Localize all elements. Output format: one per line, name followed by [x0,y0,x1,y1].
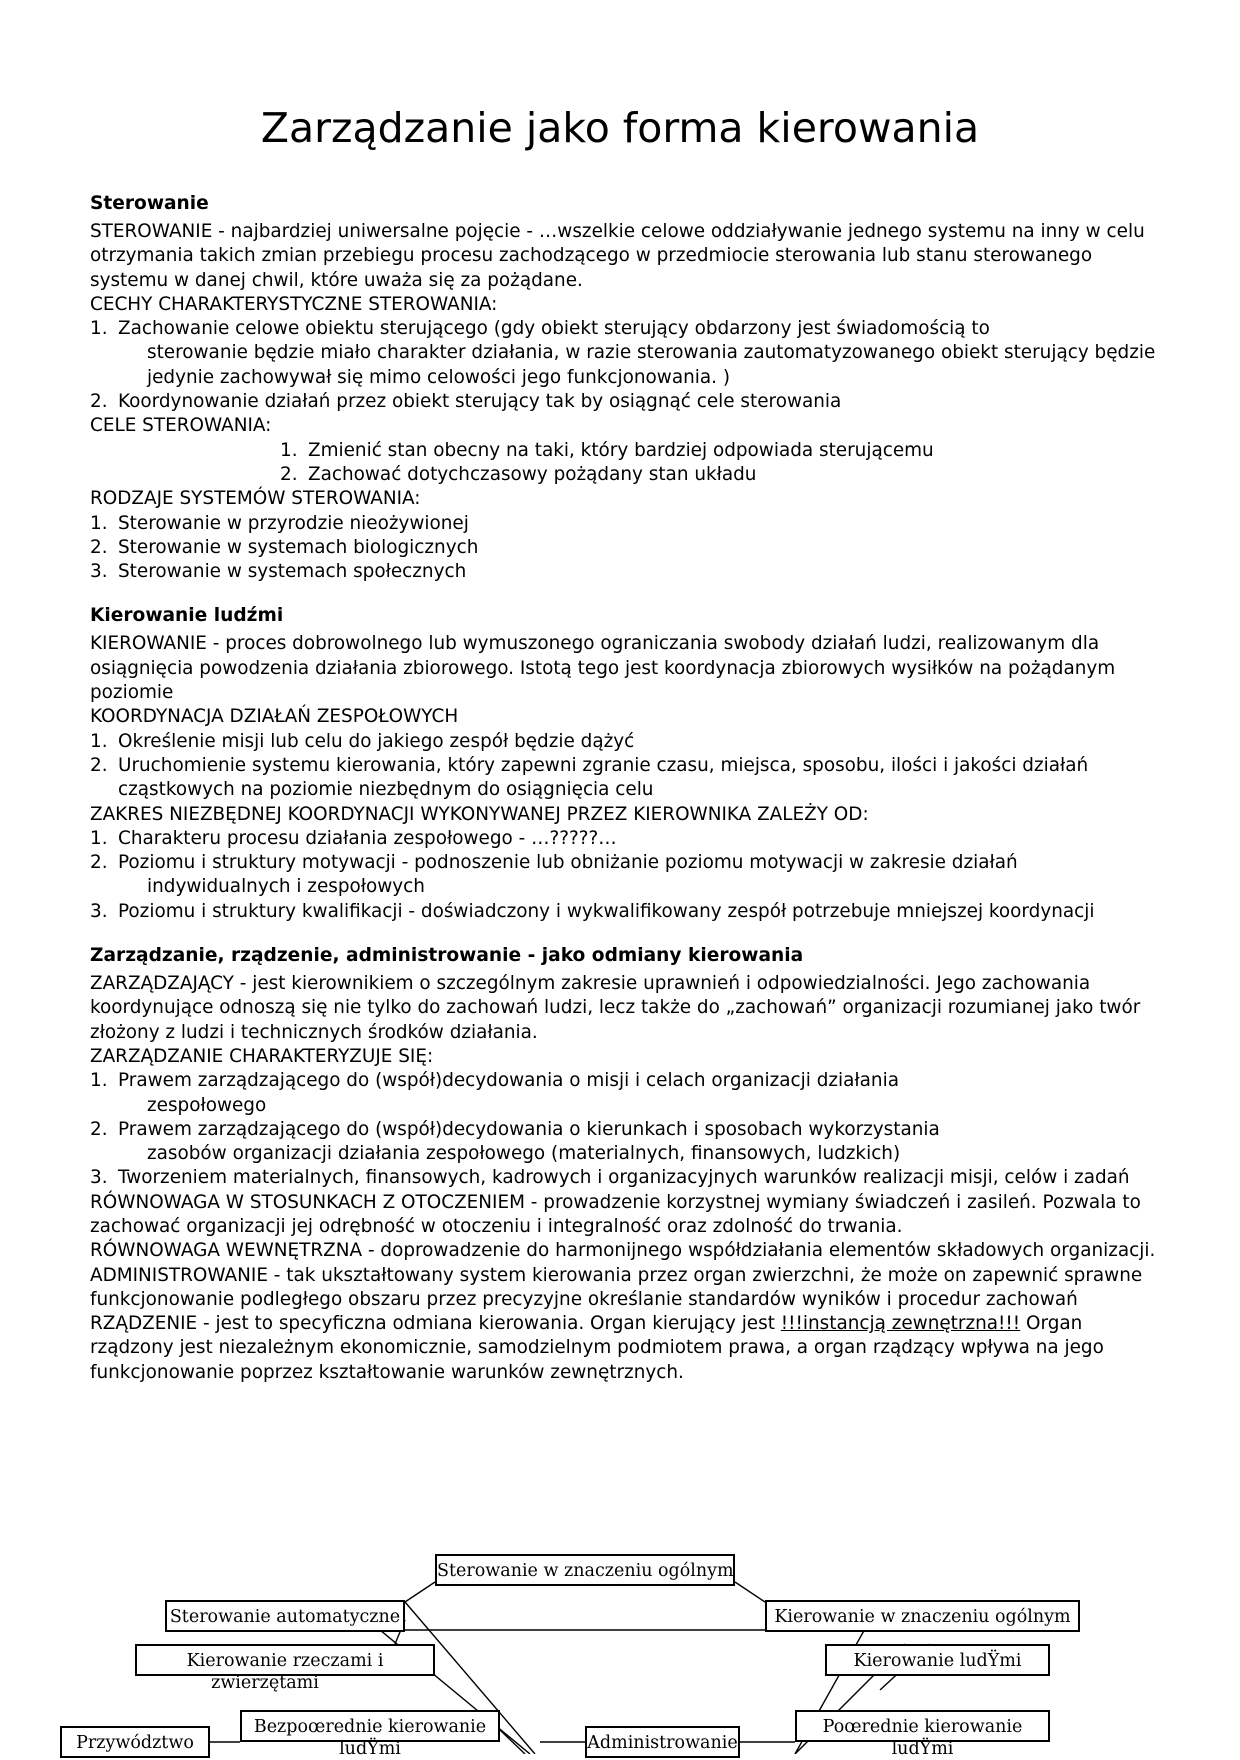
list-number: 3. [90,900,108,922]
box-sterowanie-ogolne [435,1554,735,1586]
connector-line [500,1730,525,1754]
list-number: 3. [90,1167,108,1189]
list-text: Sterowanie w systemach biologicznych [118,536,479,558]
list-number: 3. [90,561,108,583]
list-number: 1. [90,318,108,340]
section-heading-zarzadzanie: Zarządzanie, rządzenie, administrowanie - jako odmiany kierowania [90,945,804,967]
list-item [90,512,1160,536]
box-kierowanie-rzeczami [135,1644,435,1693]
list-item [280,463,1160,487]
box-sterowanie-automatyczne [165,1600,405,1632]
box-label: Sterowanie w znaczeniu ogólnym [437,1561,734,1581]
box-posrednie-kierowanie [795,1710,1050,1759]
list-item [280,439,1160,463]
cele-label: CELE STEROWANIA: [90,415,272,437]
rodzaje-list [90,512,1160,585]
list-text: Sterowanie w systemach społecznych [118,561,467,583]
list-number: 2. [280,463,298,485]
list-number: 2. [90,754,108,776]
list-item [90,390,1160,414]
list-item [90,851,1160,900]
rodzaje-label: RODZAJE SYSTEMÓW STEROWANIA: [90,488,421,510]
list-text: Sterowanie w przyrodzie nieożywionej [118,512,469,534]
list-item [90,754,1160,803]
list-text: Tworzeniem materialnych, finansowych, kadrowych i organizacyjnych warunków realizacji misji, celów i zadań [118,1167,1130,1189]
list-number: 1. [90,1070,108,1092]
zakres-list [90,827,1160,924]
box-label: Przywództwo [76,1733,194,1753]
list-text: Poziomu i struktury motywacji - podnoszenie lub obniżanie poziomu motywacji w zakresie działań [118,852,1018,874]
rzadzenie-text-b: Organ rządzony jest niezależnym ekonomicznie, samodzielnym podmiotem prawa, a organ rządzący wpływa na jego funkcjonowanie poprzez kształtowanie warunków zewnętrznych. [90,1313,1104,1383]
page-title: Zarządzanie jako forma kierowania [260,104,980,152]
list-text: Prawem zarządzającego do (współ)decydowania o kierunkach i sposobach wykorzystania [118,1118,940,1140]
rownowaga-zewnetrzna: RÓWNOWAGA W STOSUNKACH Z OTOCZENIEM - prowadzenie korzystnej wymiany świadczeń i zasileń. Pozwala to zachować organizacji jej odrębność w otoczeniu i integralność oraz zdolność do trwania. [90,1191,1141,1237]
hierarchy-diagram [0,1540,1240,1759]
box-label: Poœrednie kierowanie [822,1717,1023,1737]
cechy-list [90,317,1160,414]
list-text: Zachować dotychczasowy pożądany stan układu [308,463,757,485]
cechy-label: CECHY CHARAKTERYSTYCZNE STEROWANIA: [90,293,498,315]
box-label: Bezpoœrednie kierowanie [253,1717,487,1737]
list-text: Koordynowanie działań przez obiekt sterujący tak by osiągnąć cele sterowania [118,391,842,413]
list-item [90,317,1160,390]
list-number: 2. [90,536,108,558]
koordynacja-label: KOORDYNACJA DZIAŁAŃ ZESPOŁOWYCH [90,706,459,728]
zakres-label: ZAKRES NIEZBĘDNEJ KOORDYNACJI WYKONYWANEJ PRZEZ KIEROWNIKA ZALEŻY OD: [90,803,869,825]
zarzadzajacy-definition: ZARZĄDZAJĄCY - jest kierownikiem o szczególnym zakresie uprawnień i odpowiedzialności. Jego zachowania koordynujące odnoszą się nie tylko do zachowań ludzi, lecz także do „zachowań” organizacji rozumianej jako twór złożony z ludzi i technicznych środków działania. [90,973,1141,1043]
list-number: 1. [90,730,108,752]
box-label: Administrowanie [587,1733,738,1753]
rownowaga-wewnetrzna: RÓWNOWAGA WEWNĘTRZNA - doprowadzenie do harmonijnego współdziałania elementów składowych organizacji. [90,1240,1156,1262]
section-heading-sterowanie: Sterowanie [90,193,209,214]
connector-line [735,1582,765,1602]
rzadzenie-text-a: RZĄDZENIE - jest to specyficzna odmiana kierowania. Organ kierujący jest [90,1313,781,1335]
list-text-continued: sterowanie będzie miało charakter działania, w razie sterowania zautomatyzowanego obiekt sterujący będzie jedynie zachowywał się mimo celowości jego funkcjonowania. ) [147,342,1156,388]
list-number: 1. [280,439,298,461]
list-text-continued: indywidualnych i zespołowych [147,876,425,898]
list-text: Zachowanie celowe obiektu sterującego (gdy obiekt sterujący obdarzony jest świadomością to [118,318,990,340]
box-bezposrednie-kierowanie [240,1710,500,1759]
list-item [90,560,1160,584]
list-text: Prawem zarządzającego do (współ)decydowania o misji i celach organizacji działania [118,1070,899,1092]
kierowanie-definition: KIEROWANIE - proces dobrowolnego lub wymuszonego ograniczania swobody działań ludzi, realizowanym dla osiągnięcia powodzenia działania zbiorowego. Istotą tego jest koordynacja zbiorowych wysiłków na pożądanym poziomie [90,633,1116,704]
list-text: Zmienić stan obecny na taki, który bardziej odpowiada sterującemu [308,439,934,461]
box-label: Sterowanie automatyczne [169,1607,401,1627]
list-item [90,827,1160,851]
list-number: 2. [90,852,108,874]
list-number: 1. [90,512,108,534]
list-item [90,730,1160,754]
box-kierowanie-ogolne [765,1600,1080,1632]
section-heading-kierowanie: Kierowanie ludźmi [90,605,284,627]
box-label-continued: ludŸmi [339,1739,401,1759]
charakterystyka-list [90,1069,1160,1190]
document-body [90,192,1160,1385]
box-kierowanie-ludzmi [825,1644,1050,1676]
rzadzenie-definition [90,1312,1160,1385]
administrowanie-definition: ADMINISTROWANIE - tak ukształtowany system kierowania przez organ zwierzchni, że może on zapewnić sprawne funkcjonowanie podległego obszaru przez precyzyjne określanie standardów wyników i procedur zachowań [90,1264,1143,1310]
box-label-continued: zwierzętami [211,1673,319,1693]
list-item [90,1069,1160,1118]
koordynacja-list [90,730,1160,803]
connector-line [405,1582,435,1602]
box-label: Kierowanie ludŸmi [853,1651,1022,1671]
list-item [90,1166,1160,1190]
list-item [90,1118,1160,1167]
list-item [90,900,1160,924]
list-item [90,536,1160,560]
rzadzenie-emphasis: !!!instancją zewnętrzna!!! [780,1313,1021,1335]
box-label: Kierowanie w znaczeniu ogólnym [774,1607,1071,1627]
list-text-continued: zasobów organizacji działania zespołowego (materialnych, finansowych, ludzkich) [147,1143,901,1165]
list-number: 1. [90,827,108,849]
box-label-continued: ludŸmi [891,1739,954,1759]
list-text-continued: zespołowego [147,1094,267,1116]
list-number: 2. [90,391,108,413]
box-label: Kierowanie rzeczami i [186,1651,384,1671]
sterowanie-definition: STEROWANIE - najbardziej uniwersalne pojęcie - …wszelkie celowe oddziaływanie jednego systemu na inny w celu otrzymania takich zmian przebiegu procesu zachodzącego w przedmiocie sterowania lub stanu sterowanego systemu w danej chwil, które uważa się za pożądane. [90,221,1145,291]
cele-list [280,439,1160,488]
box-administrowanie [585,1726,740,1758]
list-text: Charakteru procesu działania zespołowego - …?????… [118,827,617,849]
charakterystyka-label: ZARZĄDZANIE CHARAKTERYZUJE SIĘ: [90,1045,434,1067]
list-text: Określenie misji lub celu do jakiego zespół będzie dążyć [118,730,635,752]
box-przywodztwo [60,1726,210,1758]
list-number: 2. [90,1118,108,1140]
list-text: Uruchomienie systemu kierowania, który zapewni zgranie czasu, miejsca, sposobu, ilości i jakości działań cząstkowych na poziomie niezbędnym do osiągnięcia celu [118,754,1089,801]
list-text: Poziomu i struktury kwalifikacji - doświadczony i wykwalifikowany zespół potrzebuje mniejszej koordynacji [118,900,1095,922]
